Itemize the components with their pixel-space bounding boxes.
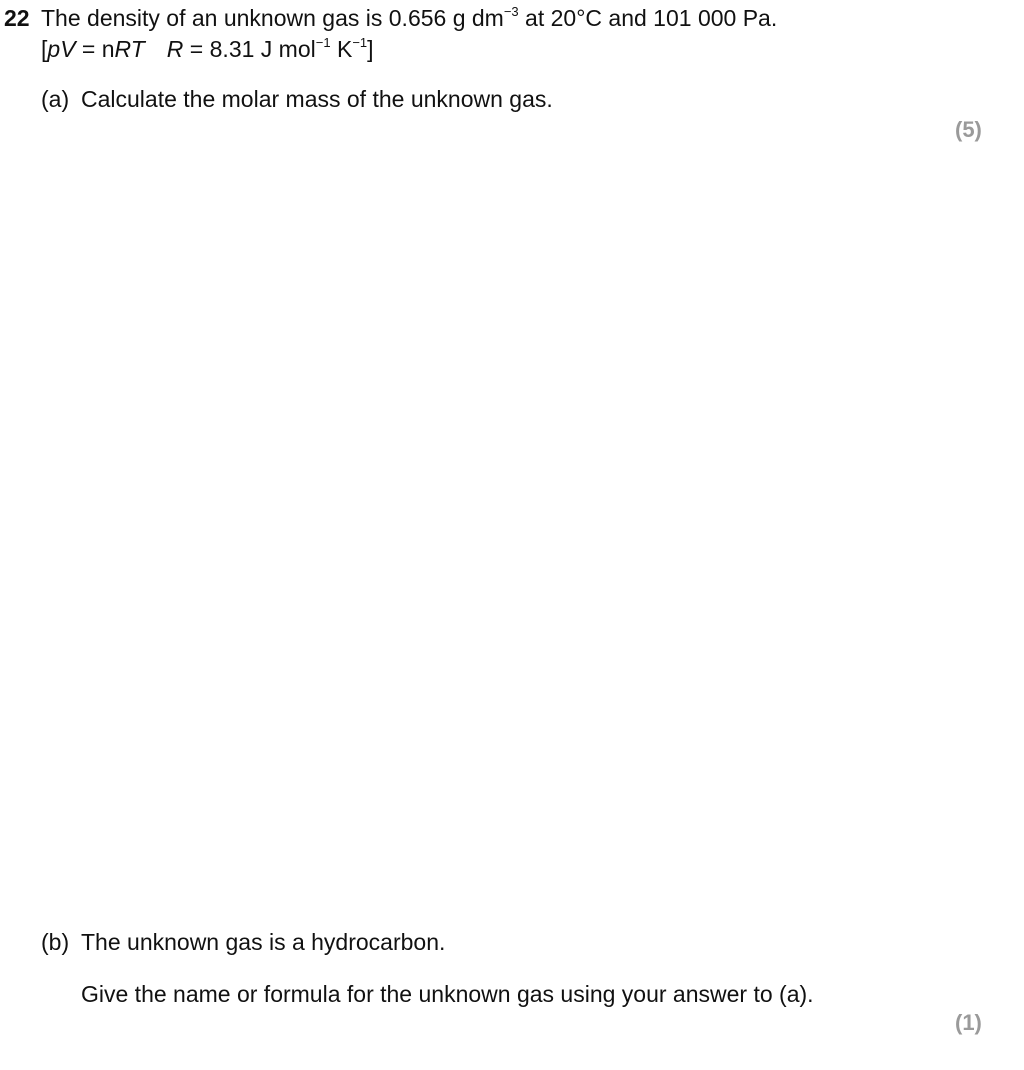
stem-suffix: at 20°C and 101 000 Pa. — [518, 5, 778, 31]
question-stem — [41, 5, 777, 32]
part-a-label: (a) — [41, 86, 70, 112]
formula-p: p — [47, 36, 61, 62]
stem-exponent: −3 — [503, 4, 519, 19]
bracket-close: ] — [367, 36, 374, 62]
part-b-label: (b) — [41, 929, 70, 955]
part-a-text: Calculate the molar mass of the unknown gas. — [81, 86, 553, 112]
formula-k: K — [330, 36, 353, 62]
part-b-text: The unknown gas is a hydrocarbon. — [81, 929, 446, 955]
formula-eq2: = 8.31 J mol — [183, 36, 316, 62]
part-b-instruction: Give the name or formula for the unknown gas using your answer to (a). — [81, 981, 814, 1007]
formula-r: R — [166, 36, 184, 62]
part-a-marks: (5) — [955, 117, 982, 142]
bracket-open: [ — [41, 36, 48, 62]
formula-rt: RT — [114, 36, 145, 62]
question-number: 22 — [4, 5, 30, 31]
formula-v: V — [60, 36, 76, 62]
gas-equation-formula — [41, 36, 374, 63]
formula-exp1: −1 — [315, 35, 331, 50]
stem-text: The density of an unknown gas is 0.656 g dm — [41, 5, 504, 31]
formula-exp2: −1 — [352, 35, 368, 50]
formula-eq1: = n — [75, 36, 115, 62]
part-b-marks: (1) — [955, 1010, 982, 1035]
